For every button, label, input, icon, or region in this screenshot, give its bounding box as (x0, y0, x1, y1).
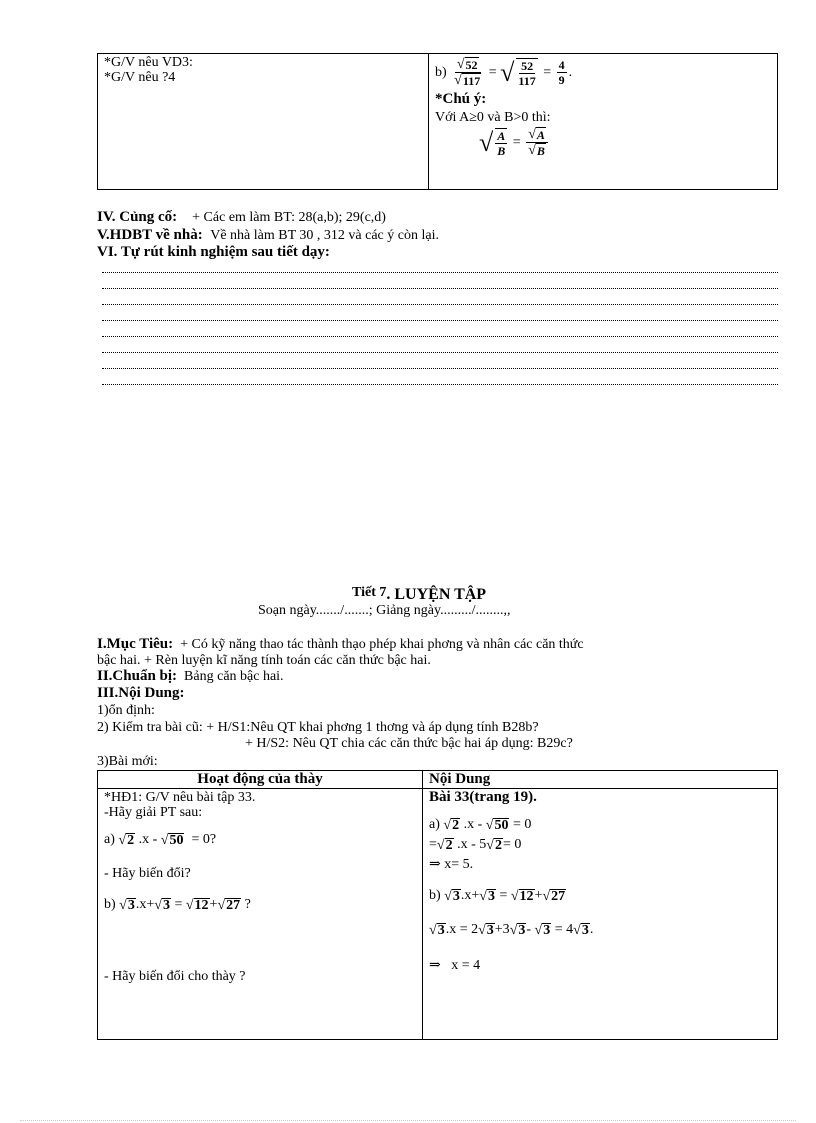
dotted-line (102, 352, 778, 353)
fraction: $\frac{4}{9}$ (558, 58, 565, 87)
content-column (429, 54, 778, 190)
dotted-line (102, 320, 778, 321)
dotted-line (102, 272, 778, 273)
teacher-activity (98, 789, 423, 1040)
equation-a: a) √ 2 .x - √ 50 = 0? (104, 832, 217, 848)
step-2b: + H/S2: Nêu QT chia các căn thức bậc hai áp dụng: B29c? (245, 736, 573, 751)
implies-icon: ⇒ (429, 958, 441, 973)
formula-quotient: √ $\frac{A}{B}$ = √ A √ B (479, 127, 550, 158)
equation-b: b) √ 3 .x+ √ 3 = √ 12 + √ 27 ? (104, 897, 251, 913)
step-3: 3)Bài mới: (97, 754, 158, 769)
dotted-line (102, 304, 778, 305)
header-teacher: Hoạt động của thày (98, 771, 423, 789)
lesson-content (423, 789, 778, 1040)
header-content: Nội Dung (423, 771, 778, 789)
activity-line: *HĐ1: G/V nêu bài tập 33. (104, 790, 256, 805)
note-title: *Chú ý: (435, 91, 487, 107)
solution-a3: ⇒ x= 5. (429, 857, 474, 872)
activity-table (97, 770, 778, 1040)
teacher-line: *G/V nêu ?4 (104, 70, 176, 85)
objective-line-2: bậc hai. + Rèn luyện kĩ năng tính toán các căn thức bậc hai. (97, 653, 431, 668)
consolidation-line: IV. Củng cố: + Các em làm BT: 28(a,b); 29(c,d) (97, 209, 386, 225)
dotted-line (102, 368, 778, 369)
implies-icon: ⇒ (429, 857, 441, 872)
dotted-line (102, 384, 778, 385)
solution-b3: ⇒ x = 4 (429, 958, 481, 973)
exercise-title: Bài 33(trang 19). (429, 789, 537, 805)
example-table (97, 53, 778, 190)
teacher-column (98, 54, 429, 190)
note-text: Với A≥0 và B>0 thì: (435, 110, 551, 125)
solution-a2: = √ 2 .x - 5 √ 2 = 0 (429, 837, 522, 853)
solution-a1: a) √ 2 .x - √ 50 = 0 (429, 817, 532, 833)
dotted-line (102, 336, 778, 337)
content-heading: III.Nội Dung: (97, 685, 185, 701)
step-2a: 2) Kiểm tra bài cũ: + H/S1:Nêu QT khai phơng 1 thơng và áp dụng tính B28b? (97, 720, 539, 735)
activity-line: - Hãy biến đổi? (104, 866, 191, 881)
reflection-heading: VI. Tự rút kinh nghiệm sau tiết dạy: (97, 244, 330, 260)
teacher-line: *G/V nêu VD3: (104, 55, 193, 70)
lesson-title: Tiết 7. LUYỆN TẬP (352, 585, 487, 603)
page-bottom-rule (20, 1120, 796, 1121)
formula-b: b) √ 52 √ 117 = √ $\frac{52}{117}$ = $\frac{4}{9}$ . (435, 57, 573, 88)
dotted-line (102, 288, 778, 289)
activity-line: - Hãy biến đổi cho thày ? (104, 969, 246, 984)
homework-line: V.HDBT về nhà: Về nhà làm BT 30 , 312 và các ý còn lại. (97, 227, 439, 243)
objective-line: I.Mục Tiêu: + Có kỹ năng thao tác thành thạo phép khai phơng và nhân các căn thức (97, 636, 584, 652)
date-line: Soạn ngày......./.......; Giảng ngày........./........,, (258, 603, 511, 618)
activity-line: -Hãy giải PT sau: (104, 805, 203, 820)
step-1: 1)ổn định: (97, 703, 155, 718)
solution-b1: b) √ 3 .x+ √ 3 = √ 12 + √ 27 (429, 888, 566, 904)
solution-b2: √ 3 .x = 2 √ 3 +3 √ 3 - √ 3 = 4 √ 3 . (429, 922, 594, 938)
preparation-line: II.Chuẩn bị: Bảng căn bậc hai. (97, 668, 284, 684)
radical: √ $\frac{52}{117}$ (500, 57, 536, 88)
fraction: √ 52 √ 117 (454, 57, 481, 88)
